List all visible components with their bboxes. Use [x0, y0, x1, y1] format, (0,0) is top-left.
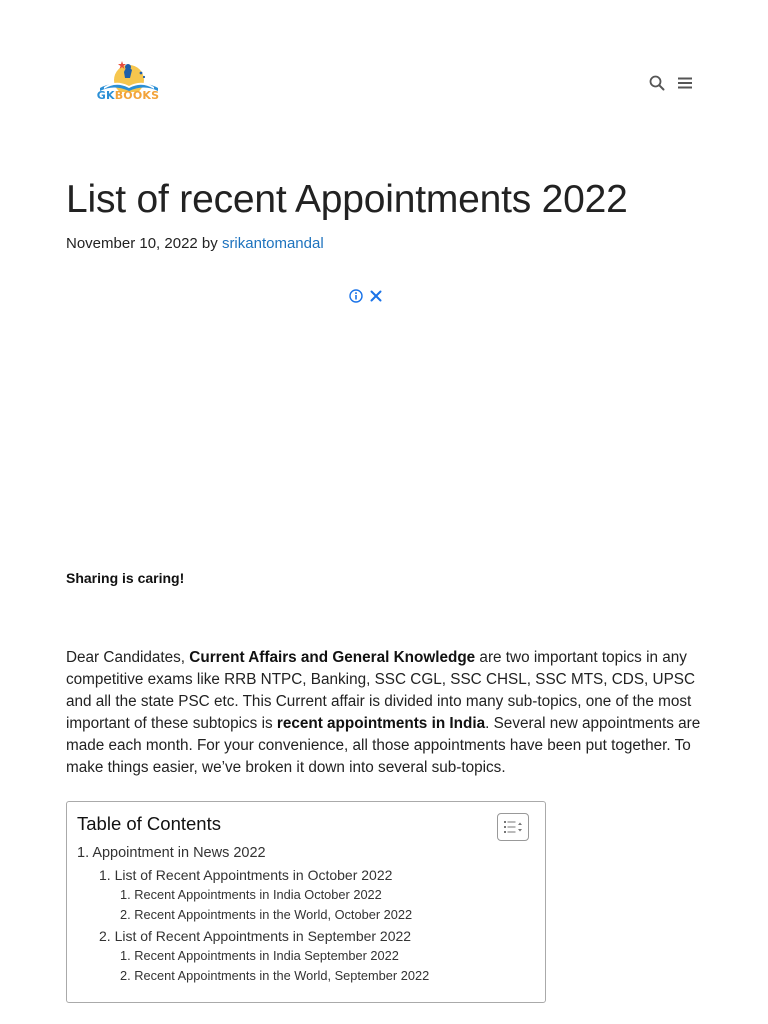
hamburger-menu-icon [676, 74, 694, 92]
intro-text: . Several new appointments are made each month. For your convenience, all those appointments have been put together. To make things easier, we’ve broken it down into several sub-topics. [66, 715, 701, 776]
search-button[interactable] [648, 74, 666, 92]
intro-bold-topics: Current Affairs and General Knowledge [189, 649, 476, 666]
site-header [0, 0, 768, 150]
toc-item-world-october[interactable]: 2. Recent Appointments in the World, October 2022 [120, 907, 413, 922]
page-title: List of recent Appointments 2022 [66, 178, 628, 221]
intro-paragraph [66, 647, 706, 779]
toc-item-list-october[interactable]: 1. List of Recent Appointments in October 2022 [99, 867, 393, 883]
post-meta [66, 234, 324, 254]
toc-item-list-september[interactable]: 2. List of Recent Appointments in September 2022 [99, 928, 412, 944]
search-icon [648, 74, 666, 92]
book-logo-icon [94, 58, 164, 92]
intro-text: Dear Candidates, [66, 649, 190, 666]
site-logo[interactable] [94, 58, 164, 108]
sharing-label: Sharing is caring! [66, 570, 185, 586]
toc-toggle-button[interactable] [497, 813, 529, 841]
close-icon[interactable] [369, 289, 383, 303]
toc-item-india-october[interactable]: 1. Recent Appointments in India October 2022 [120, 887, 382, 902]
intro-bold-appointments: recent appointments in India [276, 715, 486, 732]
logo-wordmark: GKBOOKS [96, 89, 160, 102]
info-icon[interactable] [349, 289, 363, 303]
toc-item-world-september[interactable]: 2. Recent Appointments in the World, September 2022 [120, 968, 430, 983]
list-toggle-icon [503, 819, 523, 835]
by-label: by [201, 235, 218, 252]
intro-text: are two important topics in any competitive exams like RRB NTPC, Banking, SSC CGL, SSC CHSL, SSC MTS, CDS, UPSC and all the state PSC etc. This Current affair is divided into many sub-topics, one of the most important of these subtopics is [66, 649, 696, 732]
toc-item-appointment-in-news[interactable]: 1. Appointment in News 2022 [77, 845, 266, 861]
ad-controls [349, 288, 389, 304]
toc-title: Table of Contents [77, 813, 221, 834]
author-link[interactable]: srikantomandal [221, 235, 324, 252]
table-of-contents [66, 801, 546, 1003]
post-date: November 10, 2022 [66, 235, 198, 252]
menu-button[interactable] [676, 74, 694, 92]
toc-item-india-september[interactable]: 1. Recent Appointments in India September 2022 [120, 948, 399, 963]
